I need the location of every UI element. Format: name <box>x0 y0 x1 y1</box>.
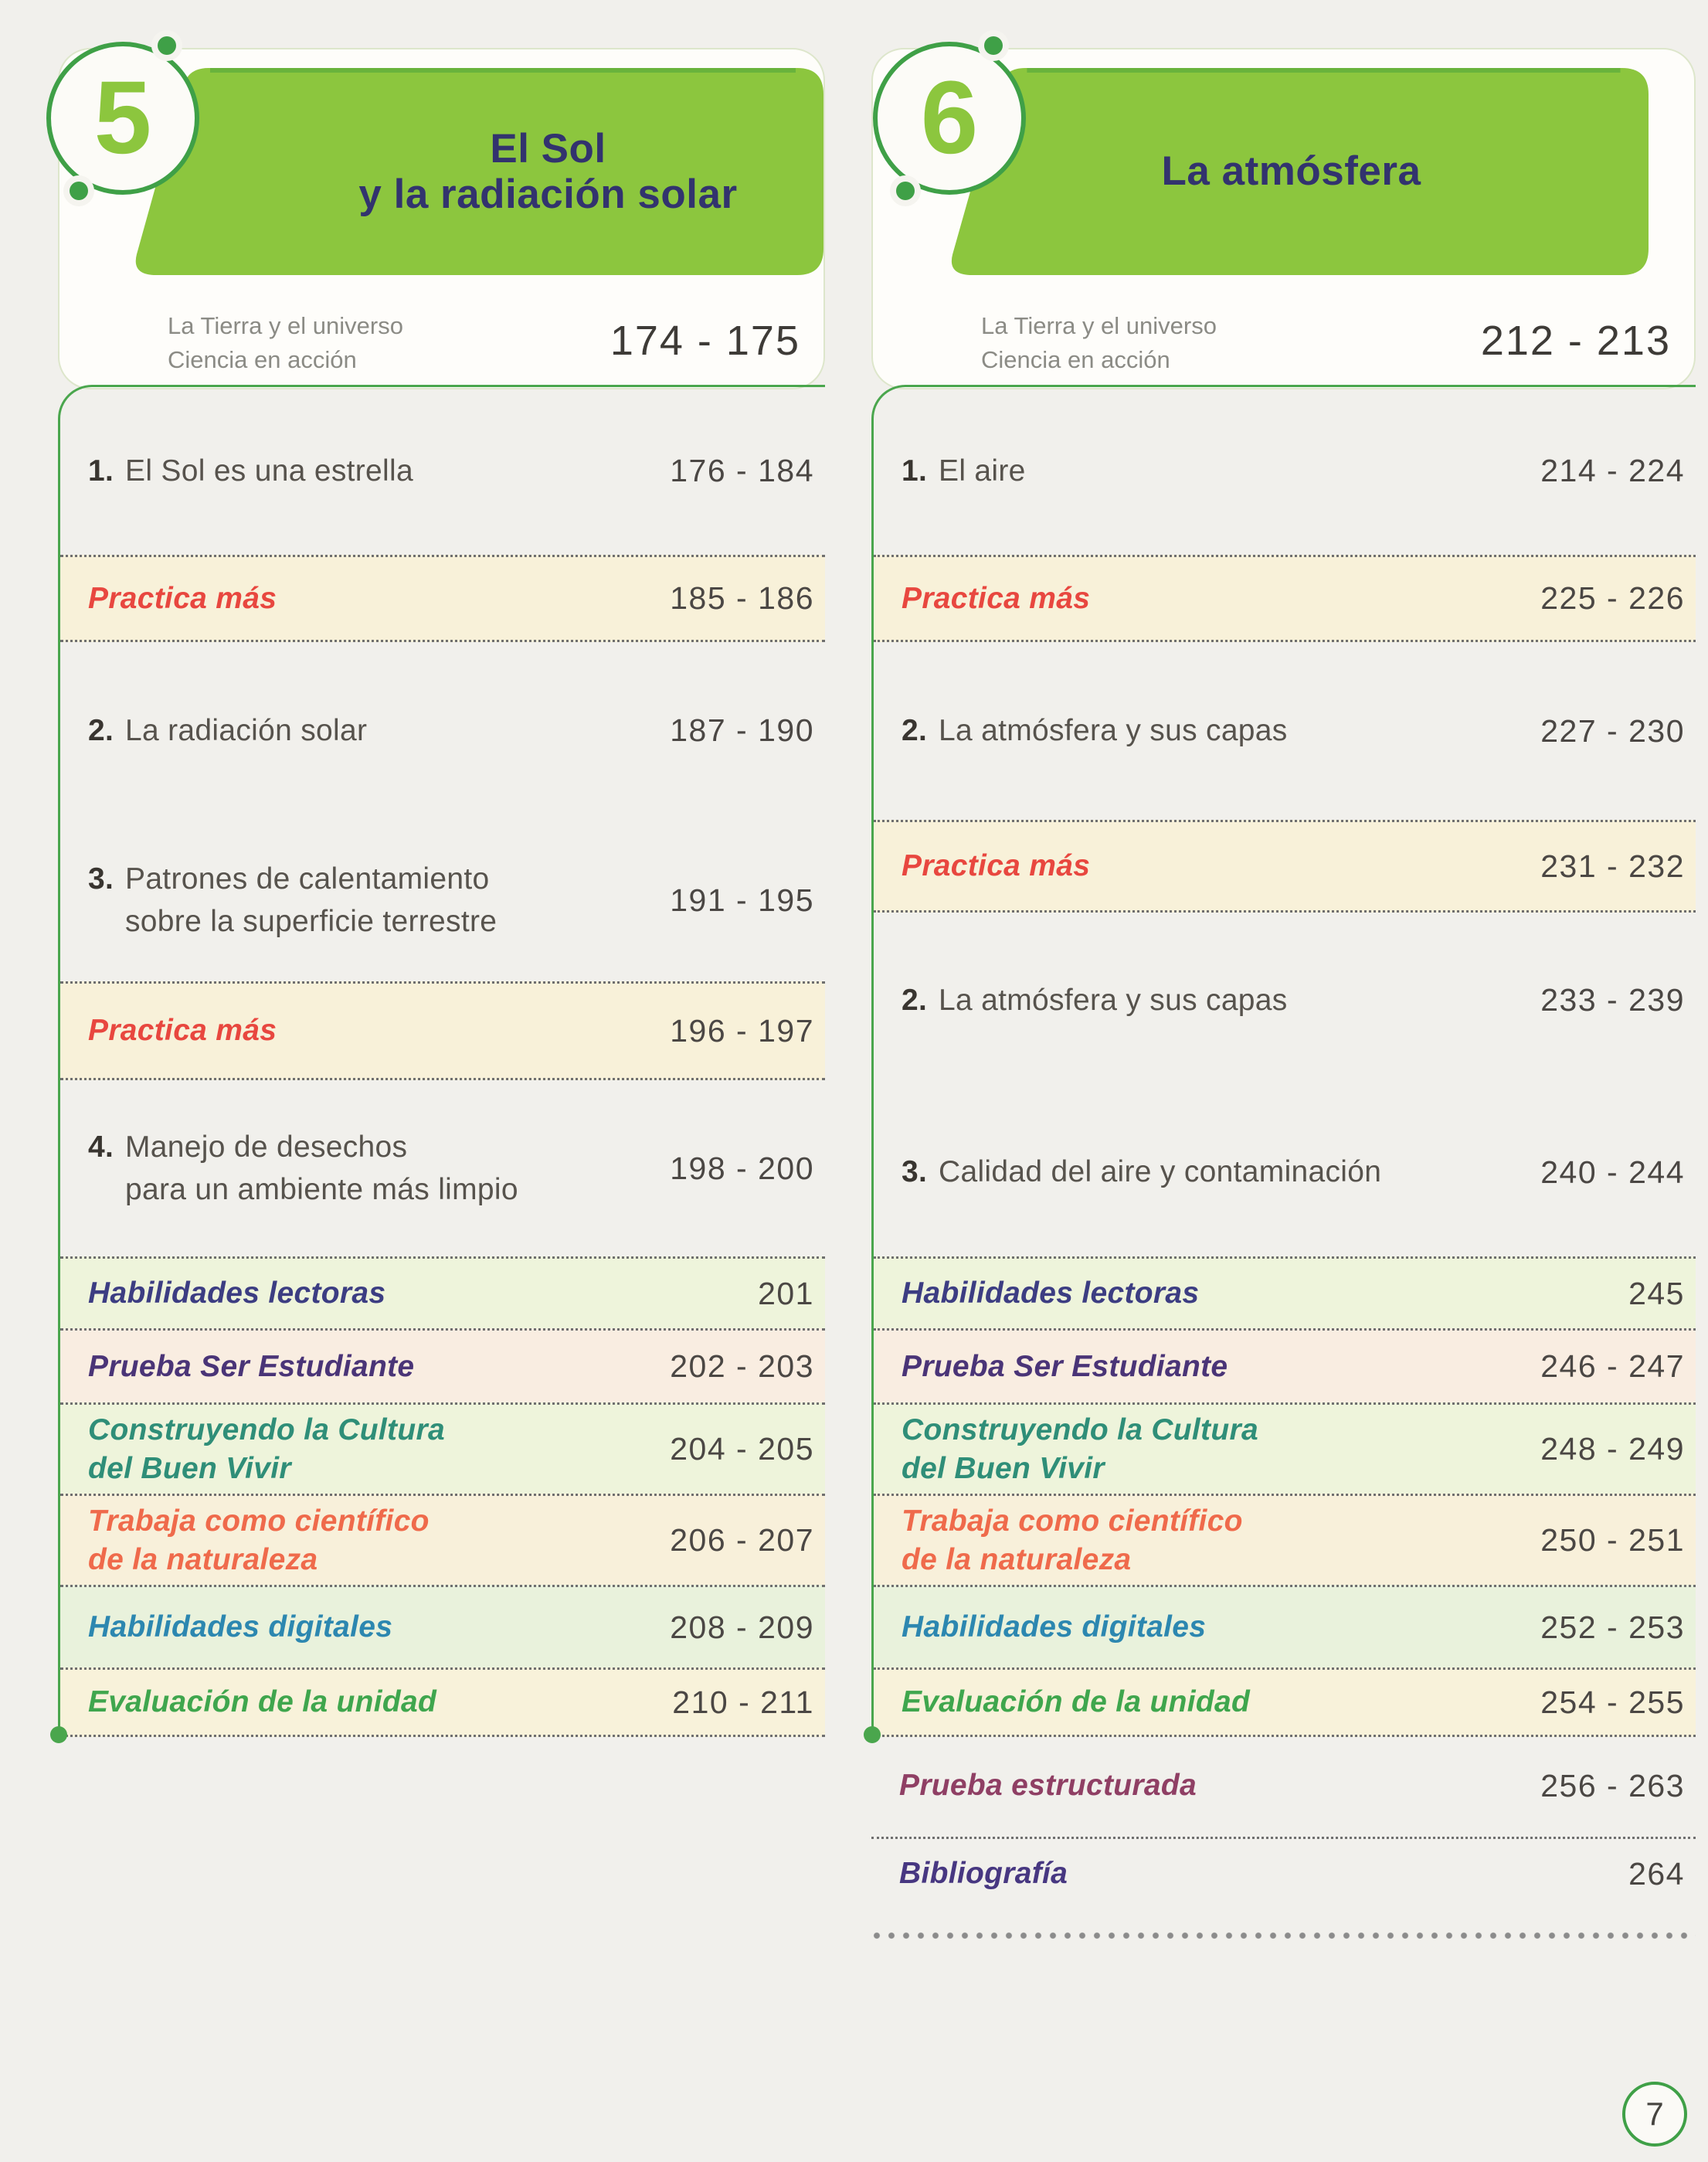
band-pages: 210 - 211 <box>672 1684 814 1720</box>
band-pages: 264 <box>1628 1855 1685 1892</box>
band-label <box>902 1502 1243 1579</box>
category-line: Ciencia en acción <box>981 346 1170 373</box>
band-label-line: Habilidades lectoras <box>902 1276 1200 1310</box>
toc-list <box>871 385 1696 1737</box>
toc-list <box>58 385 825 1737</box>
item-title-text: La atmósfera y sus capas <box>939 714 1288 748</box>
item-title <box>902 979 1288 1022</box>
item-title-line <box>88 450 413 492</box>
item-title-line <box>902 1151 1381 1193</box>
item-title-line <box>88 709 367 752</box>
badge-dot-icon <box>158 36 176 55</box>
band-label <box>899 1854 1068 1893</box>
category-line: La Tierra y el universo <box>168 312 403 339</box>
badge-dot-icon <box>70 182 88 200</box>
band-pages: 196 - 197 <box>670 1012 814 1049</box>
band-label <box>88 1011 277 1050</box>
unit-5-column <box>58 0 825 2162</box>
item-title-line <box>902 979 1288 1022</box>
unit-title <box>291 68 805 275</box>
unit-header-card <box>871 48 1696 389</box>
unit-category <box>981 309 1217 377</box>
section-band-row <box>60 1494 825 1585</box>
unit-title <box>997 68 1586 275</box>
toc-extra-list <box>871 1735 1696 1941</box>
band-label-line: Trabaja como científico <box>902 1504 1243 1538</box>
unit-title-line: El Sol <box>490 125 606 172</box>
section-band-row <box>874 1494 1696 1585</box>
band-pages: 185 - 186 <box>670 580 814 616</box>
item-number: 1. <box>88 454 114 488</box>
item-title <box>902 1151 1381 1193</box>
item-title-line <box>902 709 1288 752</box>
band-pages: 202 - 203 <box>670 1348 814 1384</box>
section-band-row <box>60 1256 825 1328</box>
unit-title-line: y la radiación solar <box>358 172 738 217</box>
band-pages: 231 - 232 <box>1540 848 1685 884</box>
item-pages: 176 - 184 <box>670 453 814 488</box>
band-label-line: Practica más <box>902 849 1091 883</box>
band-pages: 248 - 249 <box>1540 1431 1685 1467</box>
unit-badge <box>46 42 199 195</box>
band-label <box>902 1411 1258 1488</box>
band-label-line: del Buen Vivir <box>88 1451 291 1485</box>
toc-item-row <box>874 387 1696 555</box>
unit-title-line: La atmósfera <box>1161 148 1421 195</box>
item-title <box>902 450 1026 492</box>
item-number: 2. <box>902 983 928 1017</box>
section-band-row <box>874 1585 1696 1667</box>
band-label-line: Prueba Ser Estudiante <box>88 1349 415 1383</box>
band-label-line: Habilidades digitales <box>88 1610 393 1644</box>
unit-intro-pages: 174 - 175 <box>610 318 800 364</box>
practica-mas-row <box>874 820 1696 913</box>
practica-mas-row <box>874 555 1696 642</box>
band-label-line: del Buen Vivir <box>902 1451 1105 1485</box>
unit-6-column <box>871 0 1696 2162</box>
band-label-line: de la naturaleza <box>902 1542 1132 1576</box>
unit-subheader <box>59 304 823 382</box>
band-label-line: Practica más <box>88 581 277 615</box>
band-label-line: Habilidades lectoras <box>88 1276 386 1310</box>
section-band-row <box>874 1328 1696 1402</box>
section-band-row <box>60 1402 825 1494</box>
band-pages: 208 - 209 <box>670 1609 814 1645</box>
item-number: 3. <box>88 862 114 896</box>
band-label <box>902 1348 1228 1386</box>
badge-dot-icon <box>896 182 915 200</box>
band-label-line: Evaluación de la unidad <box>88 1685 437 1719</box>
band-label-line: Practica más <box>902 581 1091 615</box>
item-title-line <box>902 450 1026 492</box>
item-title <box>88 1126 518 1212</box>
item-title-text: La radiación solar <box>125 713 368 747</box>
band-pages: 201 <box>758 1275 814 1311</box>
band-label-line: Construyendo la Cultura <box>902 1412 1258 1446</box>
item-title-line <box>88 1126 518 1168</box>
band-label <box>902 1683 1250 1722</box>
item-pages: 240 - 244 <box>1540 1154 1685 1190</box>
section-band-row <box>60 1328 825 1402</box>
item-number: 2. <box>88 713 114 747</box>
item-pages: 233 - 239 <box>1540 982 1685 1018</box>
toc-item-row <box>874 1088 1696 1256</box>
band-label <box>88 1502 430 1579</box>
item-title <box>88 709 367 752</box>
band-pages: 206 - 207 <box>670 1522 814 1558</box>
band-pages: 252 - 253 <box>1540 1609 1685 1645</box>
section-band-row <box>874 1402 1696 1494</box>
item-title-text: La atmósfera y sus capas <box>939 983 1288 1017</box>
practica-mas-row <box>60 981 825 1080</box>
item-pages: 187 - 190 <box>670 712 814 748</box>
band-pages: 254 - 255 <box>1540 1684 1685 1720</box>
item-title <box>902 709 1288 752</box>
band-label-line: Prueba Ser Estudiante <box>902 1349 1228 1383</box>
band-label <box>902 847 1090 886</box>
section-band-row <box>874 1256 1696 1328</box>
item-pages: 214 - 224 <box>1540 453 1685 488</box>
item-title-line: sobre la superficie terrestre <box>125 905 497 938</box>
item-title-line: para un ambiente más limpio <box>125 1173 518 1206</box>
unit-intro-pages: 212 - 213 <box>1480 318 1671 364</box>
band-label-line: Trabaja como científico <box>88 1504 430 1538</box>
toc-item-row <box>60 387 825 555</box>
item-title-text: Manejo de desechos <box>125 1130 408 1164</box>
section-band-row <box>60 1585 825 1667</box>
item-title-text: El aire <box>939 454 1026 488</box>
dotted-ornament-icon <box>871 1930 1696 1941</box>
toc-item-row <box>60 642 825 819</box>
band-label <box>88 1683 436 1722</box>
border-end-dot-icon <box>50 1726 67 1743</box>
item-title <box>88 450 413 492</box>
unit-category <box>168 309 403 377</box>
item-title-text: Calidad del aire y contaminación <box>939 1155 1382 1189</box>
band-label <box>88 1348 414 1386</box>
band-pages: 250 - 251 <box>1540 1522 1685 1558</box>
section-band-row <box>874 1667 1696 1737</box>
toc-item-row <box>874 642 1696 820</box>
band-label-line: Practica más <box>88 1014 277 1048</box>
band-pages: 204 - 205 <box>670 1431 814 1467</box>
category-line: Ciencia en acción <box>168 346 357 373</box>
unit-subheader <box>873 304 1694 382</box>
band-label <box>88 580 277 618</box>
band-label <box>899 1766 1197 1805</box>
band-label-line: de la naturaleza <box>88 1542 318 1576</box>
band-label-line: Habilidades digitales <box>902 1610 1207 1644</box>
item-number: 1. <box>902 454 928 488</box>
item-number: 2. <box>902 714 928 748</box>
item-pages: 198 - 200 <box>670 1150 814 1186</box>
item-number: 3. <box>902 1155 928 1189</box>
band-label <box>902 1274 1199 1313</box>
toc-extra-row <box>871 1735 1696 1839</box>
toc-item-row <box>60 819 825 981</box>
band-pages: 246 - 247 <box>1540 1348 1685 1384</box>
band-label <box>902 1608 1206 1647</box>
band-label-line: Evaluación de la unidad <box>902 1685 1251 1719</box>
practica-mas-row <box>60 555 825 642</box>
item-pages: 191 - 195 <box>670 882 814 918</box>
page-number-badge <box>1622 2082 1687 2147</box>
item-title-text: Patrones de calentamiento <box>125 862 490 896</box>
page-number: 7 <box>1645 2096 1664 2132</box>
item-title-text: El Sol es una estrella <box>125 454 413 488</box>
unit-header-card <box>58 48 825 389</box>
band-pages: 245 <box>1628 1275 1685 1311</box>
section-band-row <box>60 1667 825 1737</box>
band-label-line: Prueba estructurada <box>899 1769 1197 1803</box>
band-pages: 256 - 263 <box>1540 1767 1685 1803</box>
toc-extra-row <box>871 1839 1696 1909</box>
item-pages: 227 - 230 <box>1540 712 1685 749</box>
badge-dot-icon <box>984 36 1003 55</box>
toc-item-row <box>60 1080 825 1256</box>
band-label <box>902 580 1090 618</box>
unit-number: 6 <box>920 60 979 175</box>
band-pages: 225 - 226 <box>1540 580 1685 616</box>
item-title <box>88 858 497 943</box>
unit-number: 5 <box>93 60 152 175</box>
band-label <box>88 1274 385 1313</box>
category-line: La Tierra y el universo <box>981 312 1217 339</box>
item-title-line <box>88 858 497 900</box>
item-number: 4. <box>88 1130 114 1164</box>
band-label <box>88 1411 445 1488</box>
band-label <box>88 1608 392 1647</box>
unit-badge <box>873 42 1026 195</box>
band-label-line: Bibliografía <box>899 1857 1068 1891</box>
toc-item-row <box>874 913 1696 1088</box>
band-label-line: Construyendo la Cultura <box>88 1412 445 1446</box>
